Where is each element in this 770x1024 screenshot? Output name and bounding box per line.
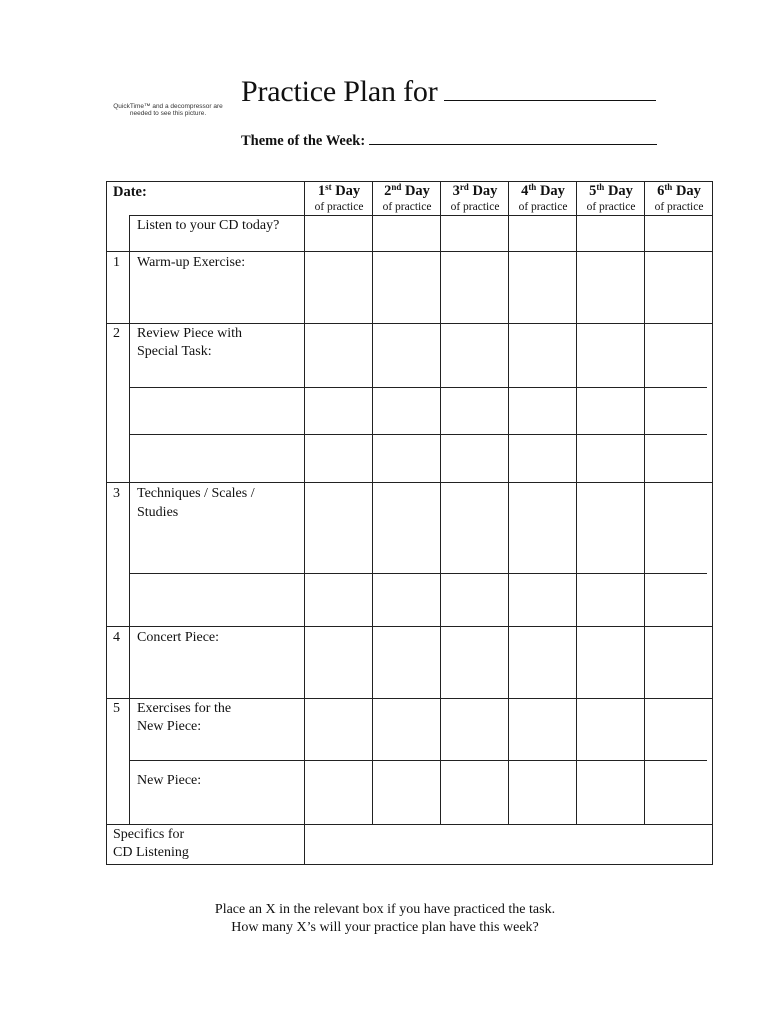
row-separator — [106, 698, 713, 699]
task-3-label-line2: Studies — [137, 505, 179, 520]
day-5-header: 5th Day — [589, 182, 633, 199]
subrow-separator — [129, 387, 707, 388]
task-3-label-line1: Techniques / Scales / — [137, 486, 255, 501]
row-separator — [106, 482, 713, 483]
day-column-line — [372, 181, 373, 824]
day-4-header: 4th Day — [521, 182, 565, 199]
task-5-label-line2: New Piece: — [137, 719, 202, 734]
row-separator — [106, 626, 713, 627]
day-3-header: 3rd Day — [452, 182, 498, 199]
date-label: Date: — [113, 184, 147, 200]
task-1-number: 1 — [113, 255, 120, 270]
theme-label: Theme of the Week: — [241, 133, 366, 149]
day-5-subheader: of practice — [586, 201, 636, 213]
day-1-header: 1st Day — [317, 182, 361, 199]
task-3-number: 3 — [113, 486, 120, 501]
day-6-subheader: of practice — [654, 201, 704, 213]
day-column-line — [508, 181, 509, 824]
task-5-label-line1: Exercises for the — [137, 701, 232, 716]
task-column-line — [304, 181, 305, 864]
day-3-subheader: of practice — [450, 201, 500, 213]
task-2-label-line2: Special Task: — [137, 344, 212, 359]
row-separator — [106, 323, 713, 324]
listen-cd-label: Listen to your CD today? — [137, 218, 280, 233]
day-column-line — [440, 181, 441, 824]
quicktime-placeholder-note: QuickTime™ and a decompressor are needed to see this picture. — [113, 103, 223, 117]
theme-blank-line[interactable] — [369, 130, 657, 145]
header-bottom-line — [129, 215, 713, 216]
title-blank-line[interactable] — [444, 74, 656, 101]
footer-instruction-line2: How many X’s will your practice plan have this week? — [231, 920, 539, 935]
task-2-number: 2 — [113, 326, 120, 341]
subrow-separator — [129, 434, 707, 435]
day-column-line — [576, 181, 577, 824]
task-4-number: 4 — [113, 630, 120, 645]
task-4-label: Concert Piece: — [137, 630, 220, 645]
subrow-separator — [129, 760, 707, 761]
task-1-label: Warm-up Exercise: — [137, 255, 246, 270]
row-separator — [106, 824, 713, 825]
day-2-header: 2nd Day — [384, 182, 430, 199]
title-text: Practice Plan for — [241, 75, 438, 108]
day-2-subheader: of practice — [382, 201, 432, 213]
subrow-separator — [129, 573, 707, 574]
task-2-label-line1: Review Piece with — [137, 326, 242, 341]
specifics-label-line1: Specifics for — [113, 827, 185, 842]
task-5-number: 5 — [113, 701, 120, 716]
table-right-border — [712, 181, 713, 864]
page-title — [241, 74, 656, 109]
table-left-border — [106, 181, 107, 864]
day-1-subheader: of practice — [314, 201, 364, 213]
theme-of-week — [241, 130, 657, 150]
table-bottom-border — [106, 864, 713, 865]
number-column-line — [129, 215, 130, 824]
day-6-header: 6th Day — [657, 182, 701, 199]
day-column-line — [644, 181, 645, 824]
row-separator — [106, 251, 713, 252]
specifics-label-line2: CD Listening — [113, 845, 189, 860]
new-piece-label: New Piece: — [137, 773, 202, 788]
footer-instruction-line1: Place an X in the relevant box if you have practiced the task. — [214, 902, 556, 917]
day-4-subheader: of practice — [518, 201, 568, 213]
